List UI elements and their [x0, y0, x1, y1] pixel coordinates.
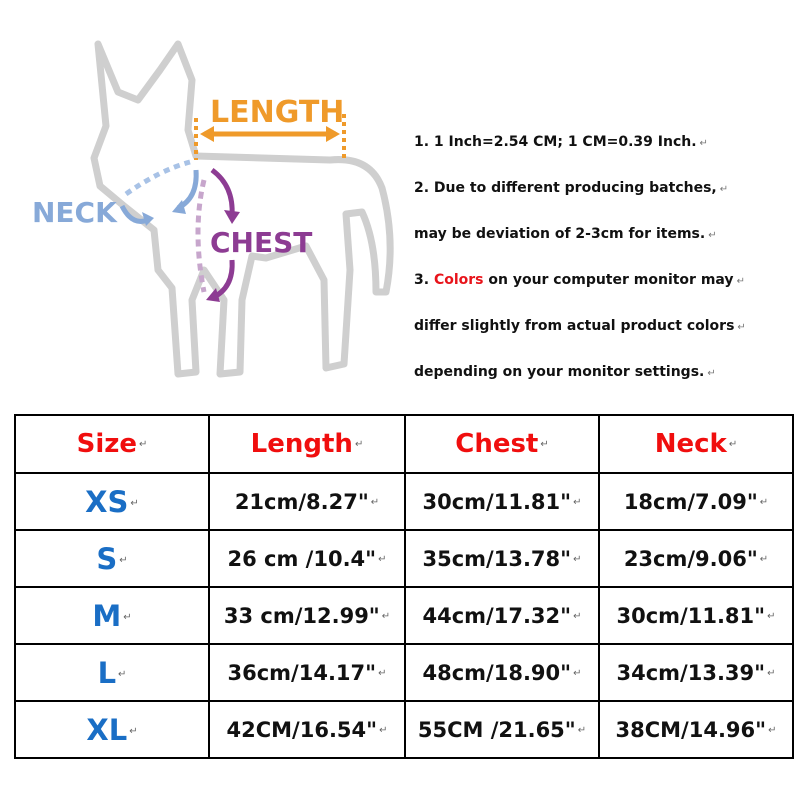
size-cell: L ↵ [15, 644, 209, 701]
length-cell: 26 cm /10.4" ↵ [209, 530, 405, 587]
neck-cell: 23cm/9.06" ↵ [599, 530, 793, 587]
neck-cell: 18cm/7.09" ↵ [599, 473, 793, 530]
chest-label: CHEST [210, 226, 313, 259]
size-cell: M ↵ [15, 587, 209, 644]
table-row [15, 644, 793, 701]
header-length: Length ↵ [209, 415, 405, 473]
size-chart-table [14, 414, 794, 759]
note-line-6: depending on your monitor settings. ↵ [414, 364, 716, 380]
table-row [15, 473, 793, 530]
table-row [15, 587, 793, 644]
size-cell: S ↵ [15, 530, 209, 587]
note-line-4: 3. Colors on your computer monitor may ↵ [414, 272, 745, 288]
chest-cell: 44cm/17.32" ↵ [405, 587, 599, 644]
chest-cell: 48cm/18.90" ↵ [405, 644, 599, 701]
dog-measurement-diagram [20, 30, 400, 410]
table-row [15, 530, 793, 587]
length-cell: 21cm/8.27" ↵ [209, 473, 405, 530]
chest-cell: 35cm/13.78" ↵ [405, 530, 599, 587]
note-line-3: may be deviation of 2-3cm for items. ↵ [414, 226, 717, 242]
length-cell: 42CM/16.54" ↵ [209, 701, 405, 758]
length-cell: 36cm/14.17" ↵ [209, 644, 405, 701]
neck-cell: 38CM/14.96" ↵ [599, 701, 793, 758]
header-size: Size ↵ [15, 415, 209, 473]
colors-highlight: Colors [433, 272, 484, 288]
size-cell: XS ↵ [15, 473, 209, 530]
table-row [15, 701, 793, 758]
chest-cell: 30cm/11.81" ↵ [405, 473, 599, 530]
table-header-row [15, 415, 793, 473]
neck-cell: 34cm/13.39" ↵ [599, 644, 793, 701]
note-line-5: differ slightly from actual product colors ↵ [414, 318, 746, 334]
note-line-1: 1. 1 Inch=2.54 CM; 1 CM=0.39 Inch. ↵ [414, 134, 708, 150]
length-label: LENGTH [210, 95, 345, 130]
size-cell: XL ↵ [15, 701, 209, 758]
chest-cell: 55CM /21.65" ↵ [405, 701, 599, 758]
note-line-2: 2. Due to different producing batches, ↵ [414, 180, 729, 196]
neck-label: NECK [32, 196, 117, 229]
header-neck: Neck ↵ [599, 415, 793, 473]
header-chest: Chest ↵ [405, 415, 599, 473]
length-cell: 33 cm/12.99" ↵ [209, 587, 405, 644]
neck-cell: 30cm/11.81" ↵ [599, 587, 793, 644]
dog-outline-icon [94, 44, 390, 374]
